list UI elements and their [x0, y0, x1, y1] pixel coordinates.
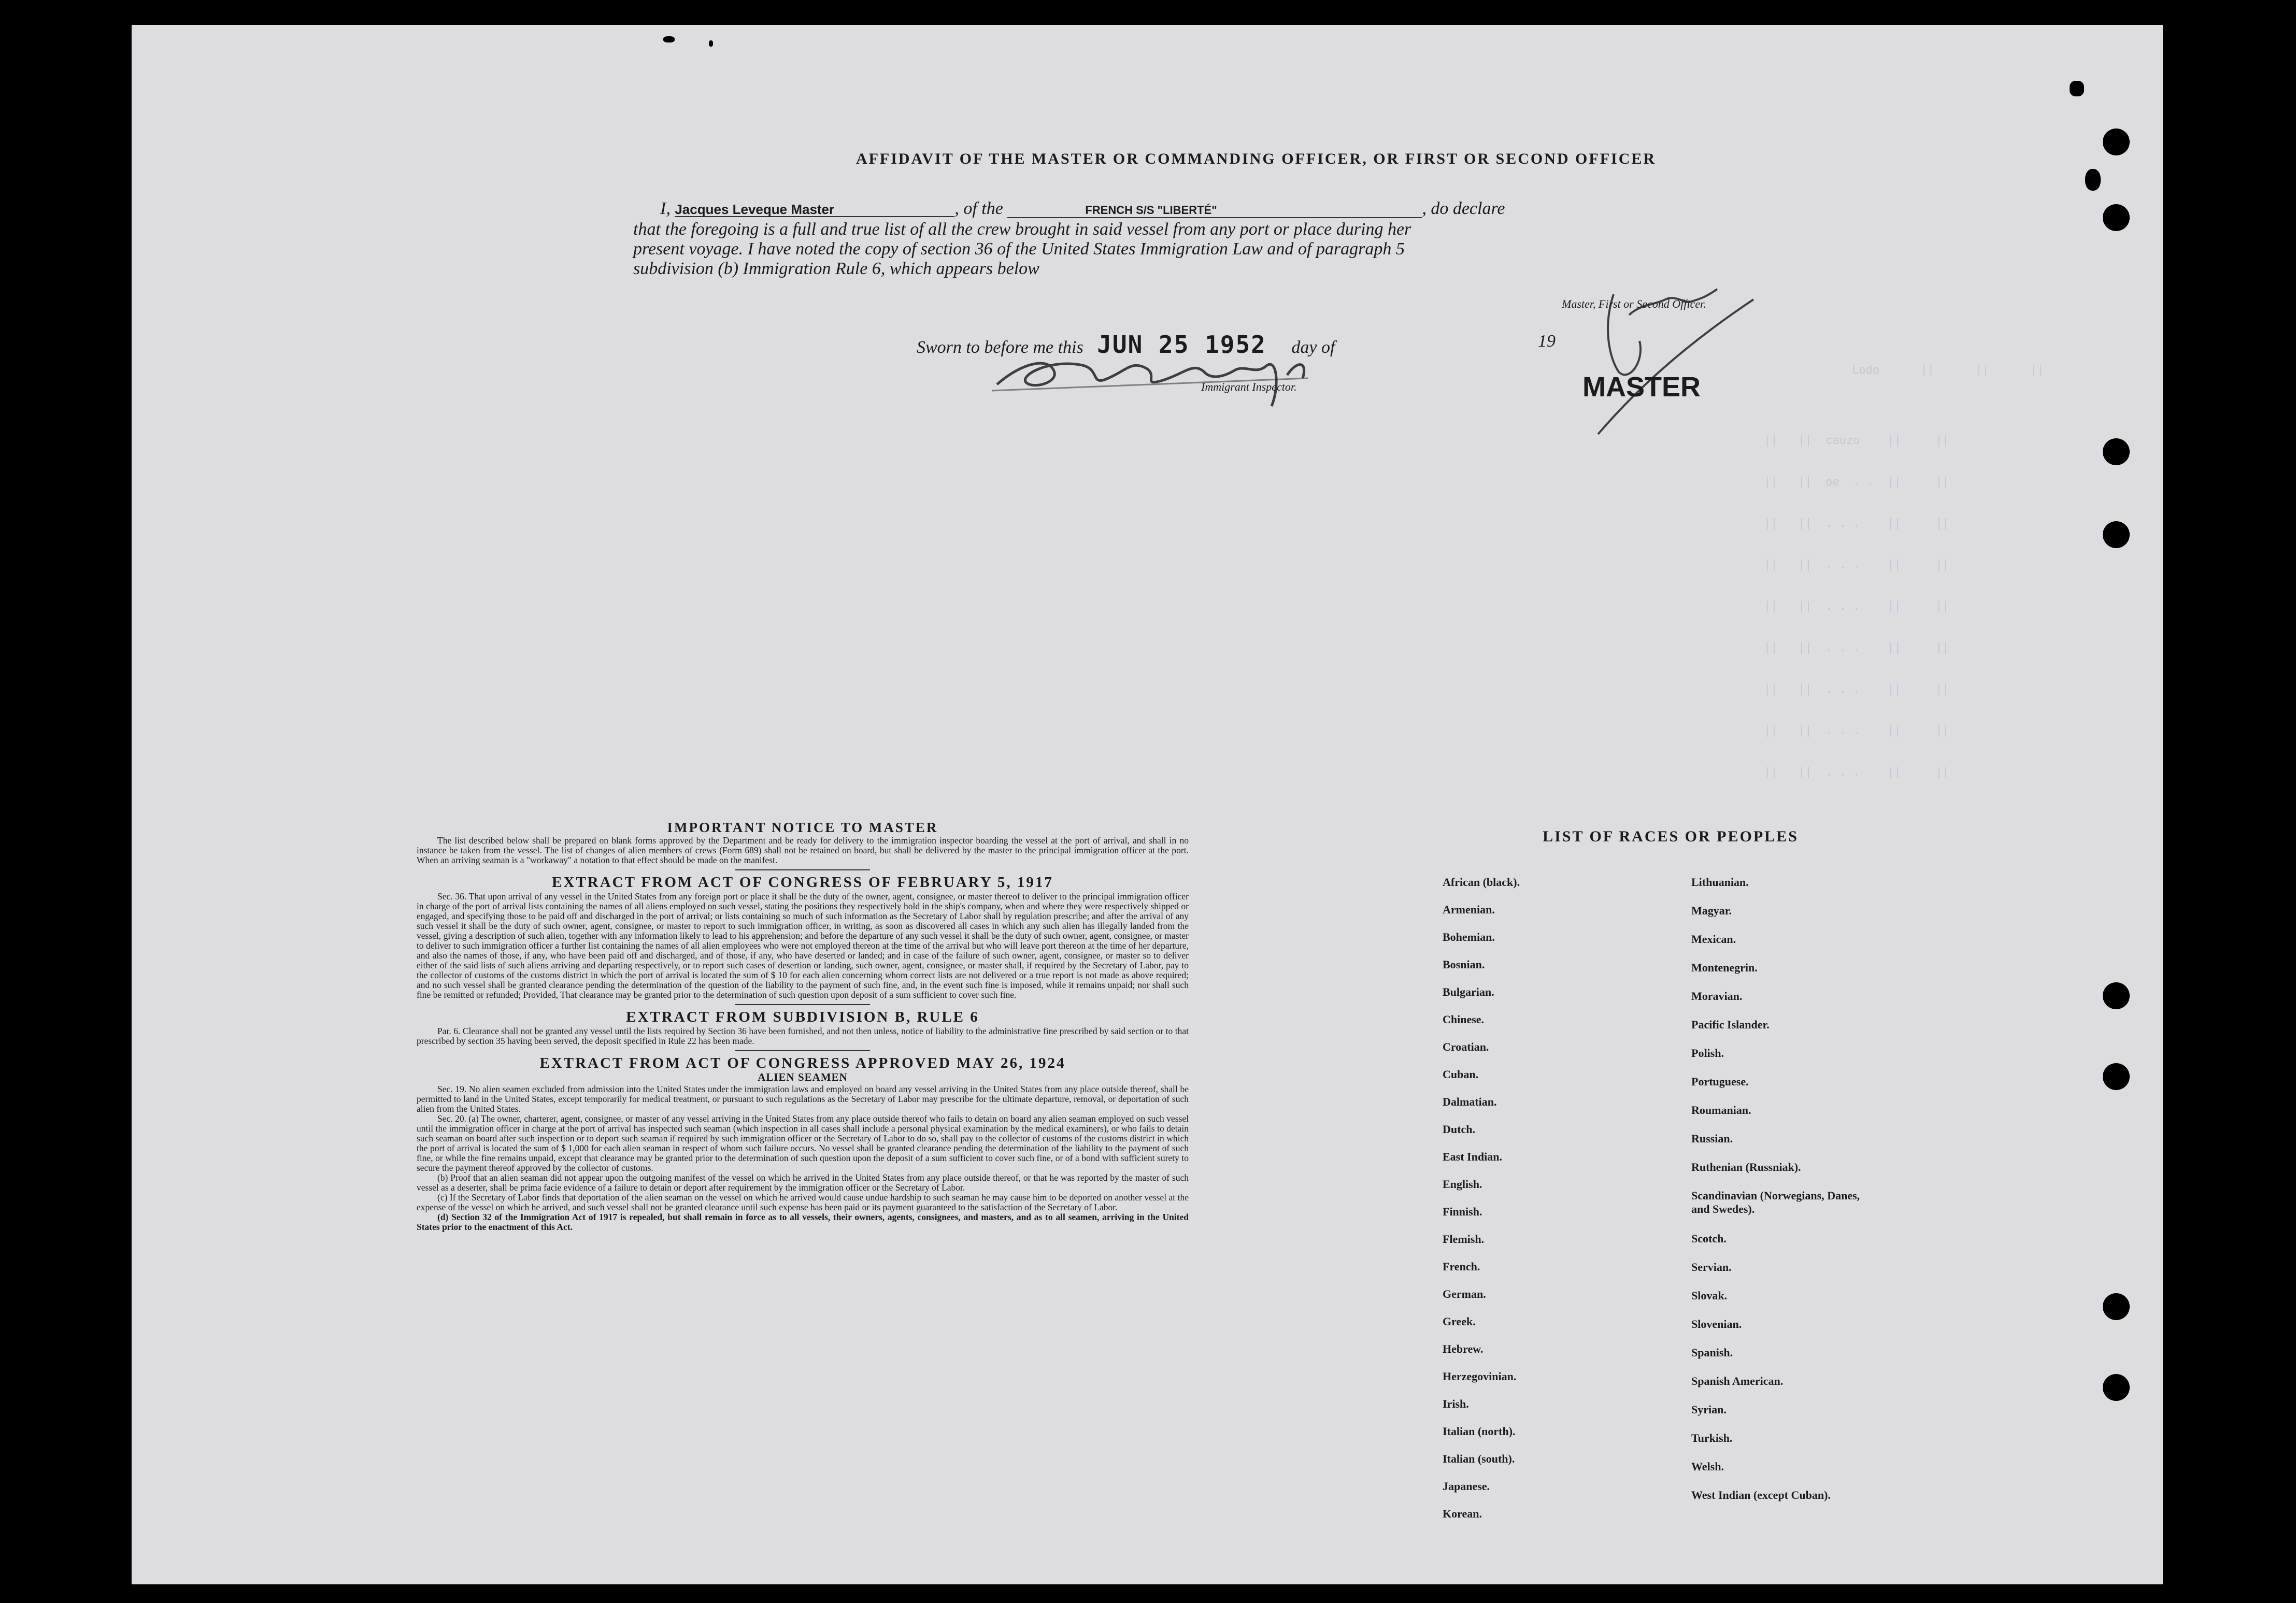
race-item: East Indian. [1443, 1150, 1502, 1163]
race-item: Turkish. [1691, 1432, 1733, 1444]
race-item: Welsh. [1691, 1460, 1724, 1473]
race-item: Portuguese. [1691, 1075, 1749, 1088]
race-item: Scandinavian (Norwegians, Danes, and Swedes). [1691, 1189, 1860, 1215]
act1924-subtitle: ALIEN SEAMEN [758, 1071, 848, 1083]
act1924-sec20d: (d) Section 32 of the Immigration Act of 1917 is repealed, but shall remain in force as to all vessels, their owners, agents, consignees, and masters, and as to all seamen, arriving in the United States prior to the enactment of this Act. [417, 1212, 1189, 1232]
race-item: Bosnian. [1443, 958, 1485, 971]
race-item: Italian (north). [1443, 1425, 1516, 1438]
race-item: French. [1443, 1260, 1480, 1273]
race-item: English. [1443, 1178, 1482, 1191]
punch-hole [2103, 1293, 2130, 1320]
race-item: Flemish. [1443, 1233, 1485, 1246]
master-signature [1531, 268, 1769, 465]
race-item: Chinese. [1443, 1013, 1485, 1026]
race-item: Finnish. [1443, 1205, 1482, 1218]
race-item: German. [1443, 1287, 1486, 1300]
act1917-body: Sec. 36. That upon arrival of any vessel in the United States from any foreign port or place it shall be the duty of the owner, agent, consignee, or master thereof to deliver to the principal immigration officer in charge of the port of arrival lists containing the names of all aliens employed on such vessel, stating the positions they respectively hold in the ship's company, when and where they were respectively shipped or engaged, and specifying those to be paid off and discharged in the port of arrival; or lists containing so much of such information as the Secretary of Labor shall by regulation prescribe; and after the arrival of any such vessel it shall be the duty of such owner, agent, consignee, or master to report to such immigration officer, in writing, as soon as discovered all cases in which any such alien has illegally landed from the vessel, giving a description of such alien, together with any information likely to lead to his apprehension; and before the departure of any such vessel it shall be the duty of such owner, agent, consignee, or master to deliver to such immigration officer a further list containing the names of all alien employees who were not employed thereon at the time of the arrival but who will leave port thereon at the time of her departure, and also the names of those, if any, who have been paid off and discharged, and of those, if any, who have deserted or landed; and in case of the failure of such owner, agent, consignee, or master so to deliver either of the said lists of such aliens arriving and departing respectively, or to report such cases of desertion or landing, such owner, agent, consignee, or master shall, if required by the Secretary of Labor, pay to the collector of customs of the customs district in which the port of arrival is located the sum of $ 10 for each alien concerning whom correct lists are not delivered or a true report is not made as above required; and no such vessel shall be granted clearance pending the determination of the question of the liability to the payment of such fine, and, in the event such fine is imposed, while it remains unpaid; nor shall such fine be remitted or refunded; Provided, That clearance may be granted prior to the determination of such question upon deposit of a sum sufficient to cover such fine. [417, 891, 1189, 1000]
race-item: Irish. [1443, 1397, 1469, 1410]
race-item: Spanish American. [1691, 1375, 1784, 1387]
rule6-title: EXTRACT FROM SUBDIVISION B, RULE 6 [626, 1009, 979, 1025]
race-item: Scotch. [1691, 1232, 1727, 1245]
manifest-page: Lodo || || || || || cauzo || || || || oe . . || || || || . . . || || || || . . . || || || || . . . || || || || . . . || || || || . . . || || || || . . . || || || || . . . || || AFFIDAVIT OF THE MASTER OR COMMANDING OFFICER, OR FIRST OR SECOND OFFICER I, Jacques Leveque Master , of the FRENCH S/S "LIBERTÉ" , do declare that the foregoing is a full and true list of all the crew brought in said vessel from any port or place during her present voyage. I have noted the copy of section 36 of the United States Immigration Law and of paragraph 5 subdivision (b) Immigration Rule 6, which appears below Master, First or Second Officer. Sworn to before me this JUN 25 1952 day of 19 Immigrant Inspector. MASTER IMPORTANT NOTICE TO MASTER The list described below shall be prepared on blank forms approved by the Department and be ready for delivery to the immigration inspector boarding the vessel at the port of arrival, and shall in no instance be taken from the vessel. The list of changes of alien members of crews (Form 689) shall not be retained on board, but shall be delivered by the master to the principal immigration officer at the port. When an arriving seaman is a "workaway" a notation to that effect should be made on the manifest. EXTRACT FROM ACT OF CONGRESS OF FEBRUARY 5, 1917 Sec. 36. That upon arrival of any vessel in the United States from any foreign port or place it shall be the duty of the owner, agent, consignee, or master thereof to deliver to the principal immigration officer in charge of the port of arrival lists containing the names of all aliens employed on such vessel, stating the positions they respectively hold in the ship's company, when and where they were respectively shipped or engaged, and specifying those to be paid off and discharged in the port of arrival; or lists containing so much of such information as the Secretary of Labor shall by regulation prescribe; and after the arrival of any such vessel it shall be the duty of such owner, agent, consignee, or master to report to such immigration officer, in writing, as soon as discovered all cases in which any such alien has illegally landed from the vessel, giving a description of such alien, together with any information likely to lead to his apprehension; and before the departure of any such vessel it shall be the duty of such owner, agent, consignee, or master to deliver to such immigration officer a further list containing the names of all alien employees who were not employed thereon at the time of the arrival but who will leave port thereon at the time of her departure, and also the names of those, if any, who have been paid off and discharged, and of those, if any, who have deserted or landed; and in case of the failure of such owner, agent, consignee, or master so to deliver either of the said lists of such aliens arriving and departing respectively, or to report such cases of desertion or landing, such owner, agent, consignee, or master shall, if required by the Secretary of Labor, pay to the collector of customs of the customs district in which the port of arrival is located the sum of $ 10 for each alien concerning whom correct lists are not delivered or a true report is not made as above required; and no such vessel shall be granted clearance pending the determination of the question of the liability to the payment of such fine, and, in the event such fine is imposed, while it remains unpaid; nor shall such fine be remitted or refunded; Provided, That clearance may be granted prior to the determination of such question upon deposit of a sum sufficient to cover such fine. EXTRACT FROM SUBDIVISION B, RULE 6 Par. 6. Clearance shall not be granted any vessel until the lists required by Section 36 have been furnished, and not then unless, notice of liability to the administrative fine prescribed by said section or to that prescribed by section 35 having been served, the deposit specified in Rule 22 has been made. EXTRACT FROM ACT OF CONGRESS APPROVED MAY 26, 1924 ALIEN SEAMEN Sec. 19. No alien seamen excluded from admission into the United States under the immigration laws and employed on board any vessel arriving in the United States from any place outside thereof, shall be permitted to land in the United States, except temporarily for medical treatment, or pursuant to such regulations as the Secretary of Labor may prescribe for the ultimate departure, removal, or deportation of such alien from the United States. Sec. 20. (a) The owner, charterer, agent, consignee, or master of any vessel arriving in the United States from any place outside thereof who fails to detain on board any alien seaman employed on such vessel until the immigration officer in charge at the port of arrival has inspected such seaman (which inspection in all cases shall include a personal physical examination by the medical examiners), or who fails to detain such seaman on board after such inspection or to deport such seaman if required by such immigration officer or the Secretary of Labor to do so, shall pay to the collector of customs of the customs district in which the port of arrival is located the sum of $ 1,000 for each alien seaman in respect of whom such failure occurs. No vessel shall be granted clearance pending the determination of the liability to the payment of such fine, or while the fine remains unpaid, except that clearance may be granted prior to the determination of such question upon the deposit of a sum sufficient to cover such fine, or of a bond with sufficient surety to secure the payment thereof approved by the collector of customs. (b) Proof that an alien seaman did not appear upon the outgoing manifest of the vessel on which he arrived in the United States from any place outside thereof, or that he was reported by the master of such vessel as a deserter, shall be prima facie evidence of a failure to detain or deport after requirement by the immigration officer or the Secretary of Labor. (c) If the Secretary of Labor finds that deportation of the alien seaman on the vessel on which he arrived would cause undue hardship to such seaman he may cause him to be deported on another vessel at the expense of the vessel on which he arrived, and such vessel shall not be granted clearance until such expense has been paid or its payment guaranteed to the satisfaction of the Secretary of Labor. (d) Section 32 of the Immigration Act of 1917 is repealed, but shall remain in force as to all vessels, their owners, agents, consignees, and masters, and as to all seamen, arriving in the United States prior to the enactment of this Act. LIST OF RACES OR PEOPLES African (black). Armenian. Bohemian. Bosnian. Bulgarian. Chinese. Croatian. Cuban. Dalmatian. Dutch. East Indian. English. Finnish. Flemish. French. German. Greek. Hebrew. Herzegovinian. Irish. Italian (north). Italian (south). Japanese. Korean. Lithuanian. Magyar. Mexican. Montenegrin. Moravian. Pacific Islander. Polish. Portuguese. Roumanian. Russian. Ruthenian (Russniak). Scandinavian (Norwegians, Danes, and Swedes). Scotch. Servian. Slovak. Slovenian. Spanish. Spanish American. Syrian. Turkish. Welsh. West Indian (except Cuban). [132, 25, 2163, 1584]
race-item: Spanish. [1691, 1346, 1733, 1359]
punch-hole [2103, 128, 2130, 155]
notice-title: IMPORTANT NOTICE TO MASTER [667, 820, 938, 835]
do-declare-label: , do declare [1422, 199, 1505, 218]
race-item: Roumanian. [1691, 1104, 1751, 1117]
race-item: Lithuanian. [1691, 876, 1749, 889]
day-of-label: day of [1291, 338, 1335, 357]
affidavit-title: AFFIDAVIT OF THE MASTER OR COMMANDING OFFICER, OR FIRST OR SECOND OFFICER [855, 150, 1657, 167]
race-item: Korean. [1443, 1507, 1482, 1520]
race-item: Hebrew. [1443, 1342, 1484, 1355]
affidavit-line4: subdivision (b) Immigration Rule 6, which appears below [633, 259, 1039, 278]
date-stamp: JUN 25 1952 [1097, 331, 1266, 359]
punch-hole [2103, 438, 2130, 465]
race-item: Magyar. [1691, 904, 1732, 917]
race-item: Japanese. [1443, 1480, 1490, 1493]
divider [735, 869, 870, 870]
race-item: Pacific Islander. [1691, 1018, 1770, 1031]
master-name: Jacques Leveque Master [675, 202, 835, 217]
of-the-label: , of the [954, 199, 1003, 218]
races-title: LIST OF RACES OR PEOPLES [1543, 828, 1799, 845]
race-item: Russian. [1691, 1132, 1733, 1145]
race-item: African (black). [1443, 876, 1520, 889]
master-name-field [675, 202, 954, 217]
race-item: Bulgarian. [1443, 985, 1494, 998]
punch-hole [2103, 1063, 2130, 1090]
act1924-sec19: Sec. 19. No alien seamen excluded from admission into the United States under the immigration laws and employed on board any vessel arriving in the United States from any place outside thereof, shall be permitted to land in the United States, except temporarily for medical treatment, or pursuant to such regulations as the Secretary of Labor may prescribe for the ultimate departure, removal, or deportation of such alien from the United States. [417, 1084, 1189, 1114]
affidavit-line3: present voyage. I have noted the copy of section 36 of the United States Immigration Law and of paragraph 5 [633, 239, 1405, 259]
affidavit-line1 [660, 199, 1505, 219]
punch-hole [2103, 982, 2130, 1009]
ink-spot [2070, 81, 2084, 96]
ink-spot [2085, 169, 2101, 191]
master-stamp: MASTER [1582, 371, 1701, 403]
race-item: Croatian. [1443, 1040, 1489, 1053]
divider [735, 1050, 870, 1051]
notice-section [417, 820, 1189, 1232]
race-item: Ruthenian (Russniak). [1691, 1161, 1801, 1173]
race-item: Polish. [1691, 1047, 1724, 1060]
race-item: Herzegovinian. [1443, 1370, 1517, 1383]
race-item: Moravian. [1691, 990, 1743, 1003]
divider [735, 1004, 870, 1005]
inspector-caption: Immigrant Inspector. [1201, 380, 1297, 393]
vessel-name: FRENCH S/S "LIBERTÉ" [1085, 204, 1217, 217]
race-item: Syrian. [1691, 1403, 1727, 1416]
race-item: Greek. [1443, 1315, 1476, 1328]
sworn-text: Sworn to before me this [917, 338, 1083, 357]
race-item: Slovenian. [1691, 1318, 1742, 1330]
act1924-sec20c: (c) If the Secretary of Labor finds that deportation of the alien seaman on the vessel on which he arrived would cause undue hardship to such seaman he may cause him to be deported on another vessel at the expense of the vessel on which he arrived, and such vessel shall not be granted clearance until such expense has been paid or its payment guaranteed to the satisfaction of the Secretary of Labor. [417, 1192, 1189, 1212]
punch-hole [2103, 204, 2130, 231]
race-item: West Indian (except Cuban). [1691, 1489, 1831, 1501]
race-item: Servian. [1691, 1261, 1732, 1273]
punch-hole [2103, 1374, 2130, 1401]
race-item: Dalmatian. [1443, 1095, 1497, 1108]
ink-spot [663, 36, 675, 42]
race-item: Montenegrin. [1691, 961, 1758, 974]
i-prefix: I, [660, 199, 671, 218]
race-item: Armenian. [1443, 903, 1495, 916]
notice-body: The list described below shall be prepared on blank forms approved by the Department and be ready for delivery to the immigration inspector boarding the vessel at the port of arrival, and shall in no instance be taken from the vessel. The list of changes of alien members of crews (Form 689) shall not be retained on board, but shall be delivered by the master to the principal immigration officer at the port. When an arriving seaman is a "workaway" a notation to that effect should be made on the manifest. [417, 835, 1189, 865]
race-item: Bohemian. [1443, 931, 1495, 943]
punch-hole [2103, 521, 2130, 548]
ink-spot [709, 40, 713, 47]
act1924-sec20a: Sec. 20. (a) The owner, charterer, agent, consignee, or master of any vessel arriving in the United States from any place outside thereof who fails to detain on board any alien seaman employed on such vessel until the immigration officer in charge at the port of arrival has inspected such seaman (which inspection in all cases shall include a personal physical examination by the medical examiners), or who fails to detain such seaman on board after such inspection or to deport such seaman if required by such immigration officer or the Secretary of Labor to do so, shall pay to the collector of customs of the customs district in which the port of arrival is located the sum of $ 1,000 for each alien seaman in respect of whom such failure occurs. No vessel shall be granted clearance pending the determination of the liability to the payment of such fine, or while the fine remains unpaid, except that clearance may be granted prior to the determination of such question upon the deposit of a sum sufficient to cover such fine, or of a bond with sufficient surety to secure the payment thereof approved by the collector of customs. [417, 1113, 1189, 1173]
master-caption: Master, First or Second Officer. [1562, 297, 1706, 310]
act1917-title: EXTRACT FROM ACT OF CONGRESS OF FEBRUARY 5, 1917 [552, 874, 1053, 891]
race-item: Slovak. [1691, 1289, 1728, 1302]
act1924-sec20b: (b) Proof that an alien seaman did not appear upon the outgoing manifest of the vessel on which he arrived in the United States from any place outside thereof, or that he was reported by the master of such vessel as a deserter, shall be prima facie evidence of a failure to detain or deport after requirement by the immigration officer or the Secretary of Labor. [417, 1172, 1189, 1193]
vessel-field [1007, 204, 1422, 218]
race-item: Cuban. [1443, 1068, 1479, 1081]
rule6-body: Par. 6. Clearance shall not be granted any vessel until the lists required by Section 36 have been furnished, and not then unless, notice of liability to the administrative fine prescribed by said section or to that prescribed by section 35 having been served, the deposit specified in Rule 22 has been made. [417, 1026, 1189, 1046]
race-item: Dutch. [1443, 1123, 1475, 1136]
year-label: 19 [1538, 332, 1556, 351]
act1924-title: EXTRACT FROM ACT OF CONGRESS APPROVED MAY 26, 1924 [539, 1055, 1066, 1071]
affidavit-line2: that the foregoing is a full and true list of all the crew brought in said vessel from any port or place during her [633, 220, 1411, 239]
race-item: Italian (south). [1443, 1452, 1515, 1465]
inspector-signature [976, 328, 1484, 411]
race-item: Mexican. [1691, 933, 1736, 946]
